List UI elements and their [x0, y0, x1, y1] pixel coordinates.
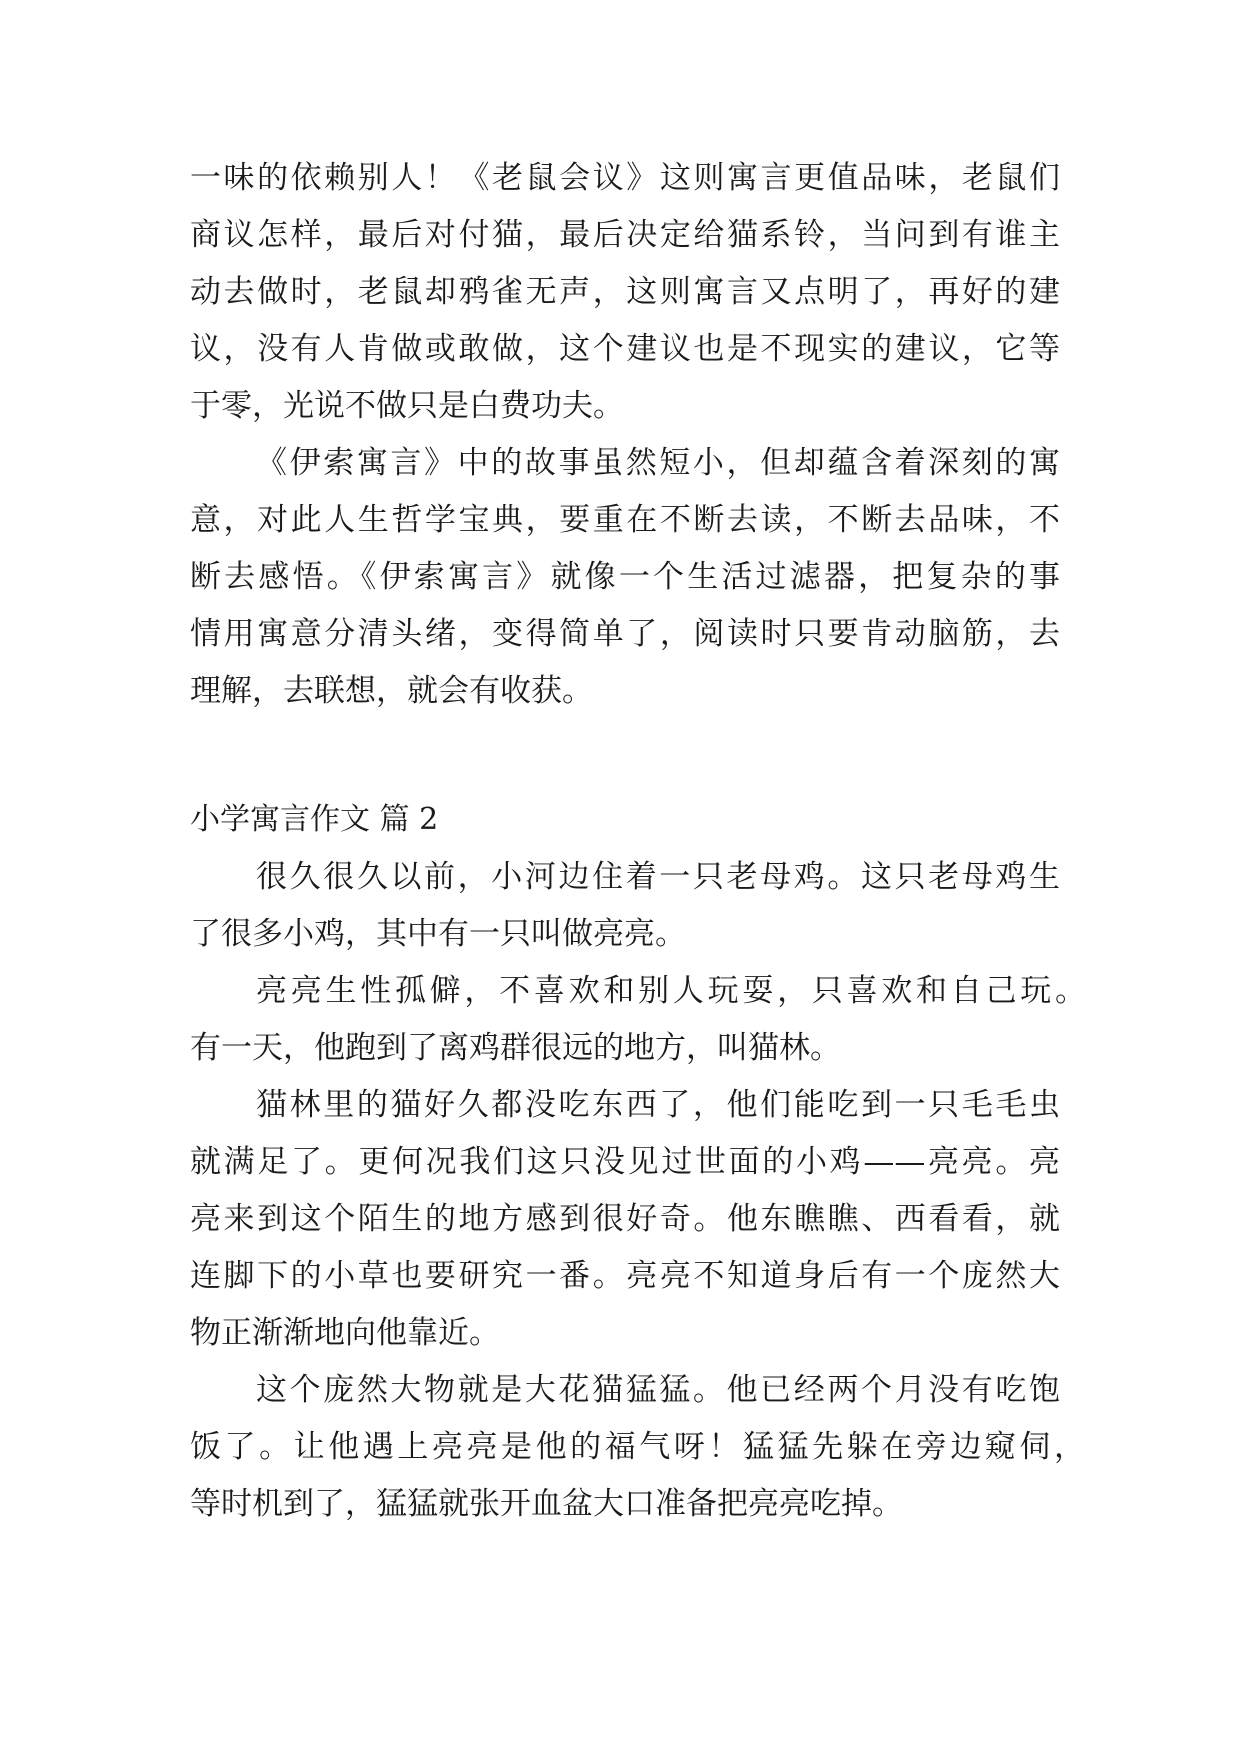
paragraph-line: 了很多小鸡，其中有一只叫做亮亮。 [190, 916, 686, 952]
paragraph-line: 《伊索寓言》中的故事虽然短小，但却蕴含着深刻的寓 [256, 445, 1060, 481]
paragraph-line: 猫林里的猫好久都没吃东西了，他们能吃到一只毛毛虫 [256, 1087, 1060, 1123]
paragraph-line: 商议怎样，最后对付猫，最后决定给猫系铃，当问到有谁主 [190, 217, 1060, 253]
paragraph-line: 情用寓意分清头绪，变得简单了，阅读时只要肯动脑筋，去 [190, 616, 1060, 652]
paragraph-line: 这个庞然大物就是大花猫猛猛。他已经两个月没有吃饱 [256, 1372, 1060, 1408]
paragraph-line: 意，对此人生哲学宝典，要重在不断去读，不断去品味，不 [190, 502, 1060, 538]
paragraph-line: 动去做时，老鼠却鸦雀无声，这则寓言又点明了，再好的建 [190, 274, 1060, 310]
paragraph-line: 理解，去联想，就会有收获。 [190, 673, 593, 709]
section-heading: 小学寓言作文 篇 2 [190, 802, 439, 837]
paragraph-line: 有一天，他跑到了离鸡群很远的地方，叫猫林。 [190, 1030, 841, 1066]
paragraph-line: 物正渐渐地向他靠近。 [190, 1315, 500, 1351]
paragraph-line: 很久很久以前，小河边住着一只老母鸡。这只老母鸡生 [256, 859, 1060, 895]
paragraph-line: 饭了。让他遇上亮亮是他的福气呀！猛猛先躲在旁边窥伺， [190, 1429, 1085, 1465]
paragraph-line: 议，没有人肯做或敢做，这个建议也是不现实的建议，它等 [190, 331, 1060, 367]
paragraph-line: 亮来到这个陌生的地方感到很好奇。他东瞧瞧、西看看，就 [190, 1201, 1060, 1237]
paragraph-line: 一味的依赖别人！《老鼠会议》这则寓言更值品味，老鼠们 [190, 160, 1060, 196]
paragraph-line: 就满足了。更何况我们这只没见过世面的小鸡——亮亮。亮 [190, 1144, 1060, 1180]
paragraph-line: 断去感悟。《伊索寓言》就像一个生活过滤器，把复杂的事 [190, 559, 1060, 595]
paragraph-line: 于零，光说不做只是白费功夫。 [190, 388, 624, 424]
paragraph-line: 连脚下的小草也要研究一番。亮亮不知道身后有一个庞然大 [190, 1258, 1060, 1294]
paragraph-line: 等时机到了，猛猛就张开血盆大口准备把亮亮吃掉。 [190, 1486, 903, 1522]
paragraph-line: 亮亮生性孤僻，不喜欢和别人玩耍，只喜欢和自己玩。 [256, 973, 1086, 1009]
